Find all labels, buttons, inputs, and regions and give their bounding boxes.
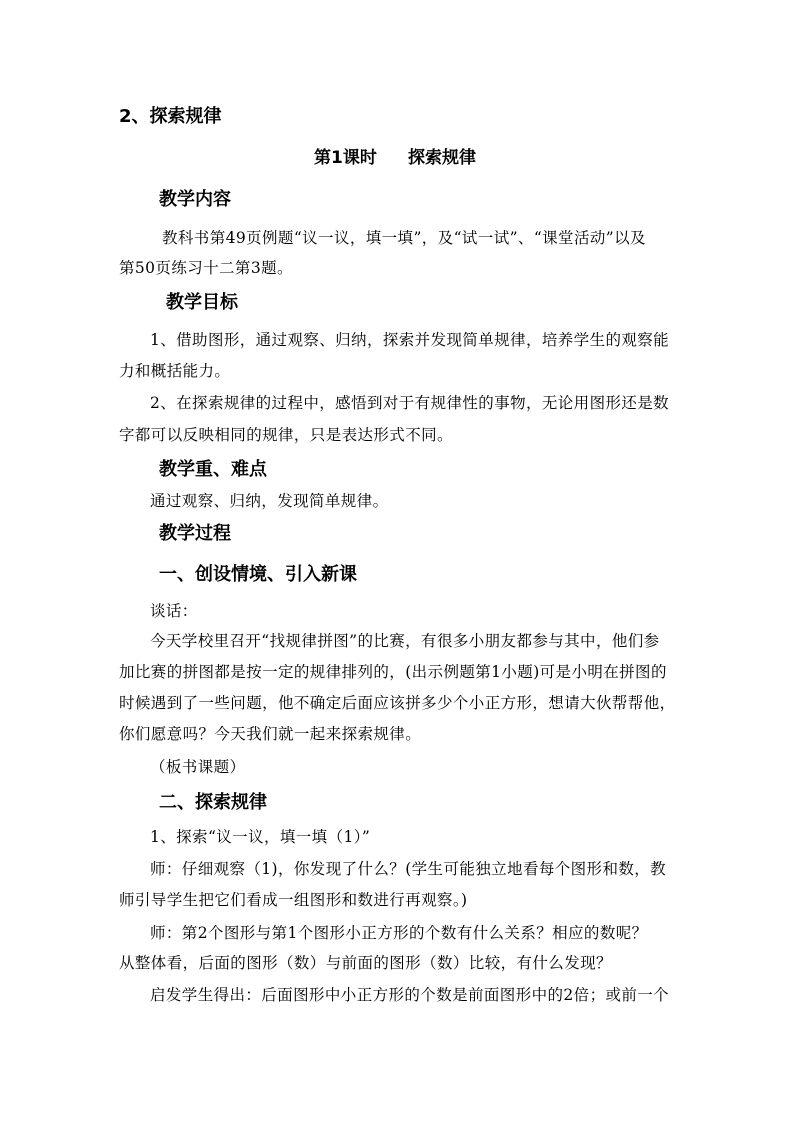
key-points-text: 通过观察、归纳，发现简单规律。 [150,492,389,510]
talk-line-1: 今天学校里召开“找规律拼图”的比赛，有很多小朋友都参与其中，他们参 [150,632,660,650]
talk-label: 谈话： [150,602,198,620]
heading-teaching-content: 教学内容 [159,189,231,210]
heading-teaching-goals: 教学目标 [166,292,238,313]
teacher-question-1-line-2: 师引导学生把它们看成一组图形和数进行再观察。) [119,891,468,909]
explore-item-1: 1、探索“议一议，填一填（1）” [150,828,371,846]
content-line-1: 教科书第49页例题“议一议，填一填”，及“试一试”、“课堂活动”以及 [162,229,646,247]
teacher-question-2-line-2: 从整体看，后面的图形（数）与前面的图形（数）比较，有什么发现？ [119,954,612,972]
lesson-title-topic: 探索规律 [408,148,476,168]
goal-1-line-1: 1、借助图形，通过观察、归纳，探索并发现简单规律，培养学生的观察能 [150,331,670,349]
guide-line: 启发学生得出：后面图形中小正方形的个数是前面图形中的2倍；或前一个 [150,986,670,1004]
heading-key-points: 教学重、难点 [159,459,267,480]
section-title: 2、探索规律 [119,106,222,127]
heading-part-1: 一、创设情境、引入新课 [159,564,357,585]
goal-2-line-1: 2、在探索规律的过程中，感悟到对于有规律性的事物，无论用图形还是数 [150,394,670,412]
teacher-question-1-line-1: 师：仔细观察（1)，你发现了什么？(学生可能独立地看每个图形和数，教 [150,860,667,878]
heading-teaching-process: 教学过程 [159,523,231,544]
heading-part-2: 二、探索规律 [159,792,267,813]
talk-line-4: 你们愿意吗？今天我们就一起来探索规律。 [119,725,422,743]
goal-2-line-2: 字都可以反映相同的规律，只是表达形式不同。 [119,426,453,444]
board-note: （板书课题） [150,758,246,776]
talk-line-3: 时候遇到了一些问题，他不确定后面应该拼多少个小正方形，想请大伙帮帮他， [119,694,676,712]
teacher-question-2-line-1: 师：第2个图形与第1个图形小正方形的个数有什么关系？相应的数呢？ [150,924,648,942]
content-line-2: 第50页练习十二第3题。 [119,259,293,277]
lesson-title-number: 第1课时 [314,148,377,168]
talk-line-2: 加比赛的拼图都是按一定的规律排列的，(出示例题第1小题)可是小明在拼图的 [119,663,667,681]
goal-1-line-2: 力和概括能力。 [119,362,231,380]
